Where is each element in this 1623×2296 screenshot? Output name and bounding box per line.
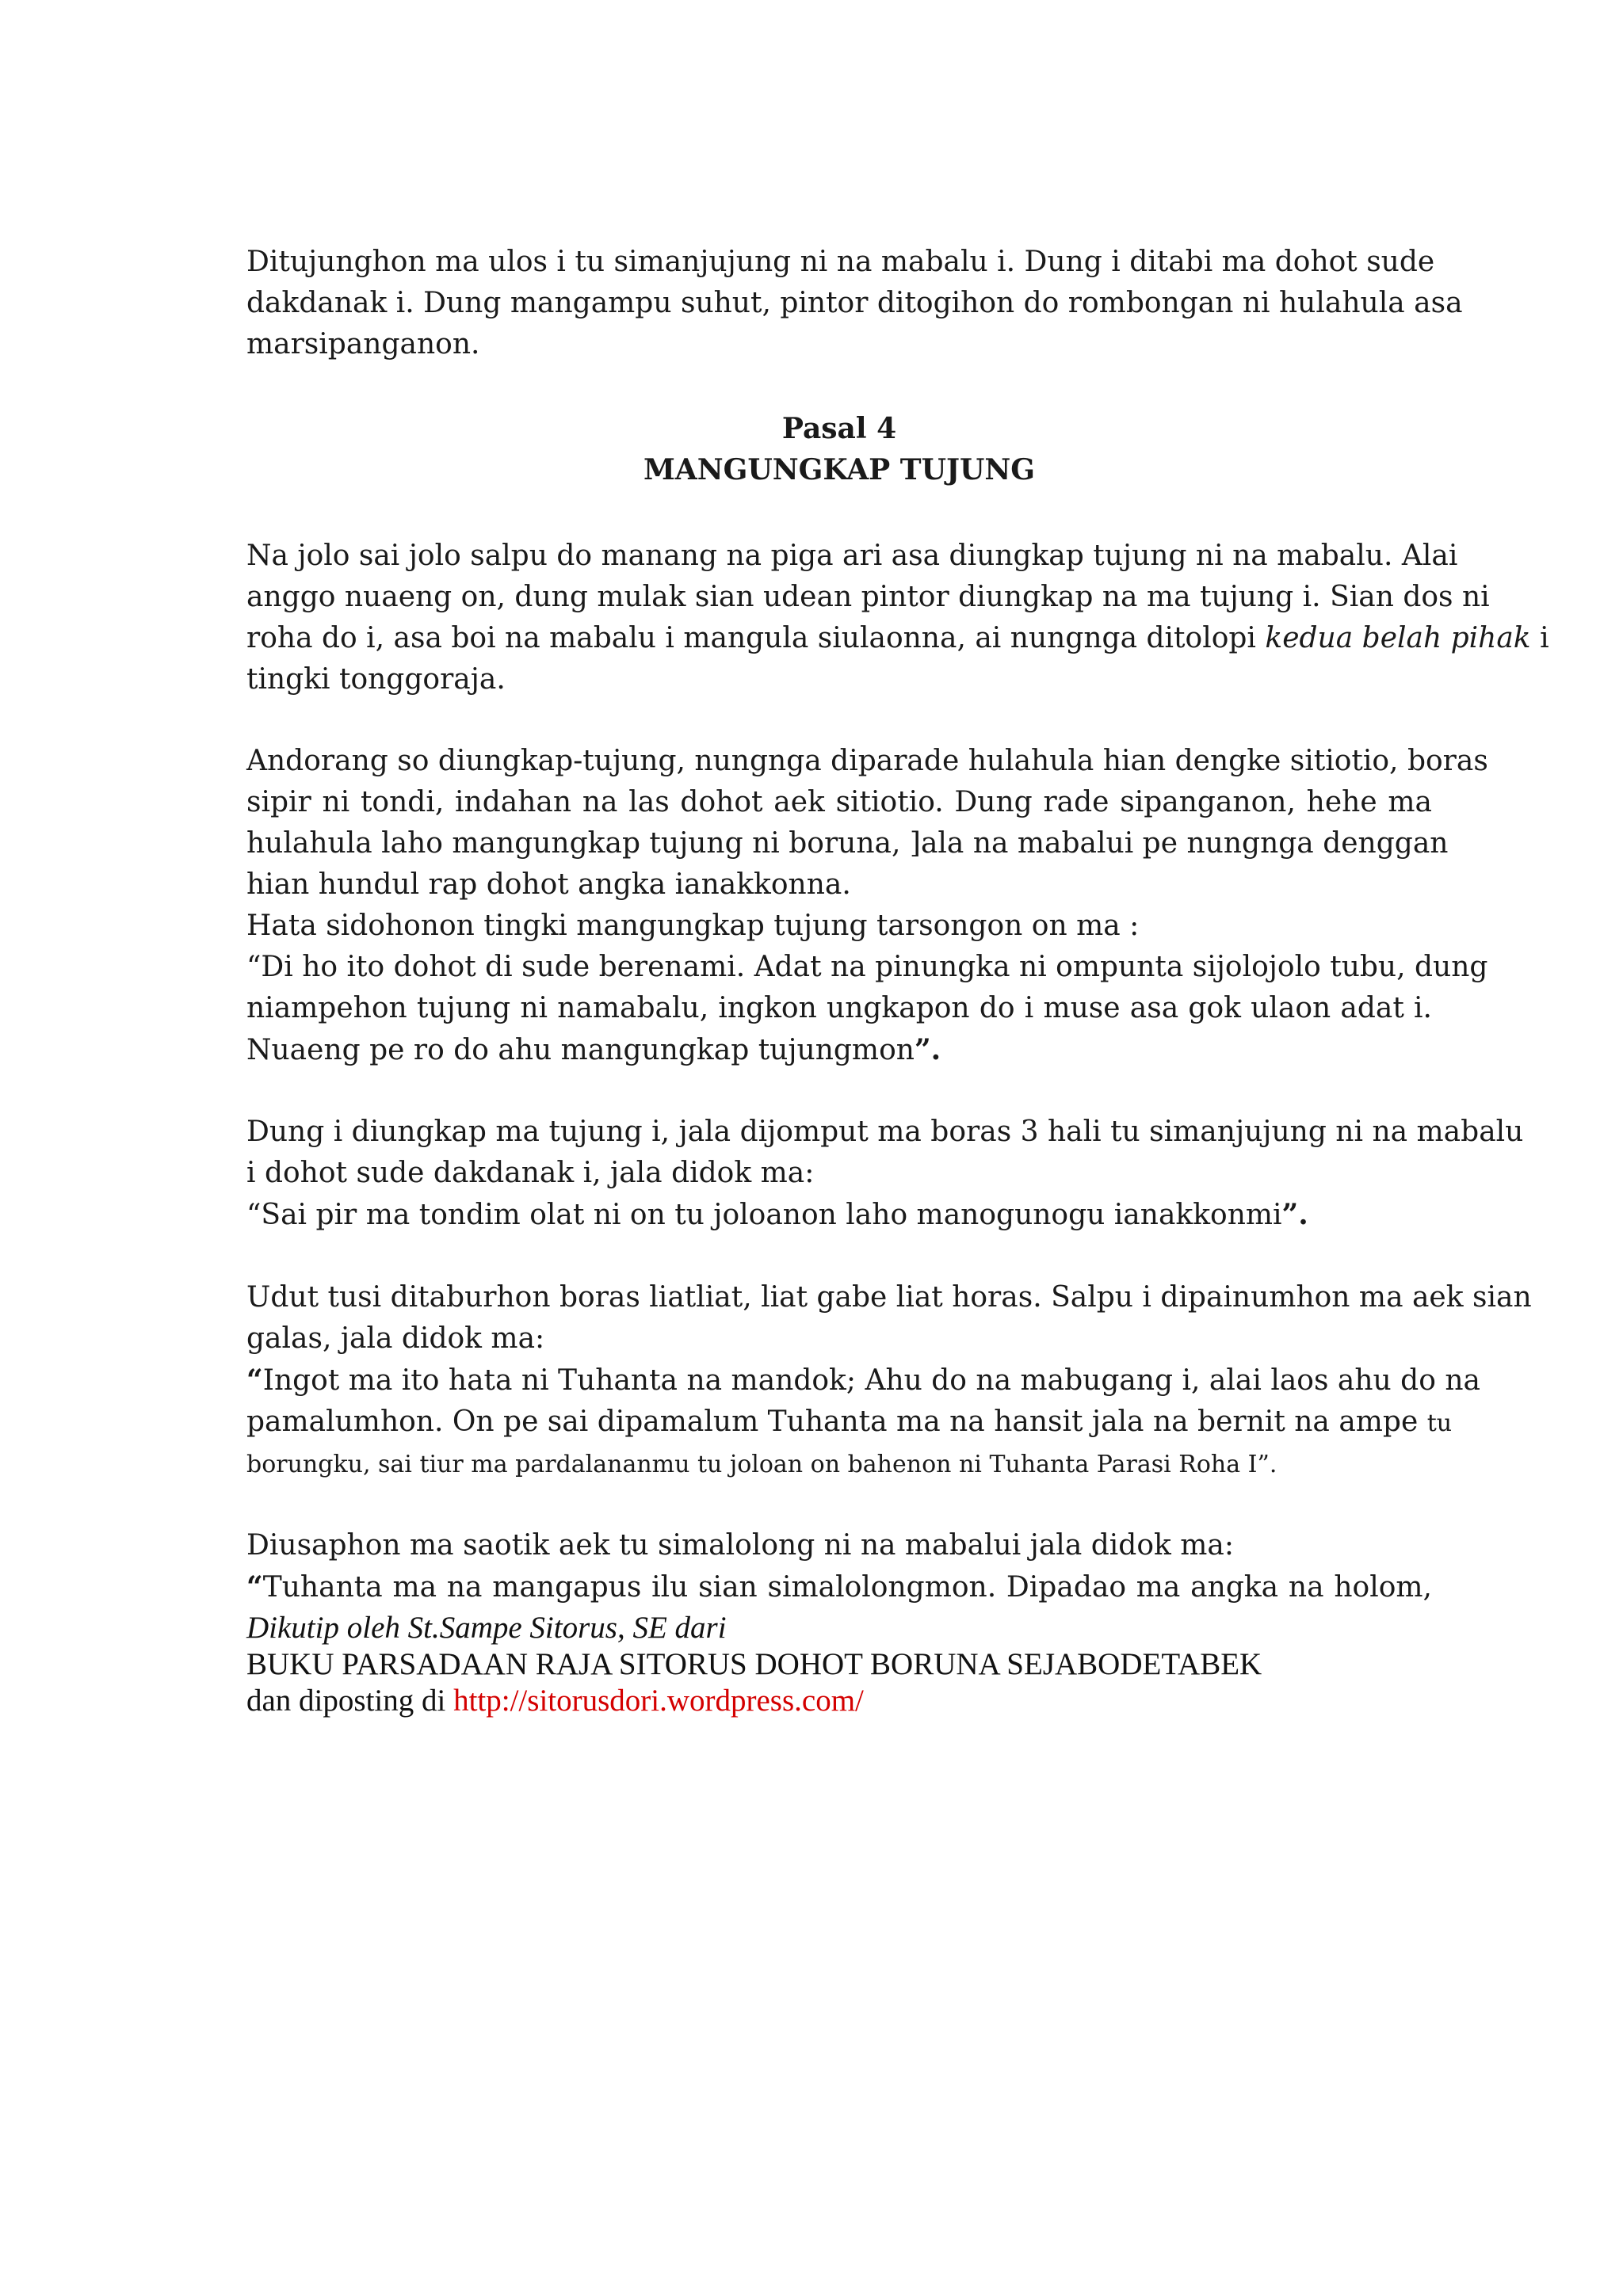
- source-footer: [246, 1610, 1432, 1719]
- section-number: Pasal 4: [781, 412, 897, 445]
- paragraph-1: [246, 242, 1463, 365]
- text-line: Ditujunghon ma ulos i tu simanjujung ni na mabalu i. Dung i ditabi ma dohot sude: [246, 246, 1435, 278]
- opening-quote: “: [246, 1570, 263, 1604]
- text-line: [246, 618, 1549, 659]
- text-run: i: [1530, 622, 1549, 654]
- text-line: Dung i diungkap ma tujung i, jala dijomput ma boras 3 hali tu simanjujung ni na mabalu: [246, 1116, 1524, 1148]
- text-line: [246, 1194, 1432, 1236]
- posted-prefix: dan diposting di: [246, 1684, 454, 1718]
- paragraph-2: [246, 536, 1549, 700]
- text-line: Andorang so diungkap-tujung, nungnga diparade hulahula hian dengke sitiotio, boras: [246, 745, 1488, 777]
- source-link[interactable]: http://sitorusdori.wordpress.com/: [453, 1684, 864, 1718]
- section-title: MANGUNGKAP TUJUNG: [643, 453, 1036, 486]
- text-run: “Sai pir ma tondim olat ni on tu joloanon laho manogunogu ianakkonmi: [246, 1199, 1282, 1231]
- closing-quote: ”.: [914, 1033, 941, 1066]
- text-line: Udut tusi ditaburhon boras liatliat, liat gabe liat horas. Salpu i dipainumhon ma aek sian: [246, 1281, 1532, 1314]
- text-line: dakdanak i. Dung mangampu suhut, pintor ditogihon do rombongan ni hulahula asa: [246, 287, 1463, 319]
- posted-line: [246, 1683, 1432, 1719]
- text-line: sipir ni tondi, indahan na las dohot aek sitiotio. Dung rade sipanganon, hehe ma: [246, 786, 1432, 818]
- credit-line: Dikutip oleh St.Sampe Sitorus, SE dari: [246, 1611, 727, 1645]
- text-line: Diusaphon ma saotik aek tu simalolong ni na mabalui jala didok ma:: [246, 1529, 1234, 1562]
- text-line: i dohot sude dakdanak i, jala didok ma:: [246, 1157, 815, 1189]
- text-run-small: tu: [1426, 1409, 1453, 1437]
- text-run: Ingot ma ito hata ni Tuhanta na mandok; Ahu do na mabugang i, alai laos ahu do na: [262, 1364, 1480, 1397]
- text-line: [246, 1029, 1432, 1071]
- text-run: roha do i, asa boi na mabalu i mangula siulaonna, ai nungnga ditolopi: [246, 622, 1266, 654]
- text-line: [246, 1566, 1432, 1608]
- paragraph-4: [246, 1112, 1524, 1236]
- text-line: anggo nuaeng on, dung mulak sian udean pintor diungkap na ma tujung i. Sian dos ni: [246, 581, 1490, 613]
- text-line: “Di ho ito dohot di sude berenami. Adat na pinungka ni ompunta sijolojolo tubu, dung: [246, 951, 1488, 983]
- text-line: hulahula laho mangungkap tujung ni boruna, ]ala na mabalui pe nungnga denggan: [246, 827, 1449, 860]
- text-line: [246, 1360, 1480, 1402]
- text-line: Na jolo sai jolo salpu do manang na piga ari asa diungkap tujung ni na mabalu. Alai: [246, 540, 1458, 572]
- text-line: tingki tonggoraja.: [246, 663, 506, 696]
- text-line: galas, jala didok ma:: [246, 1322, 545, 1355]
- text-line: niampehon tujung ni namabalu, ingkon ungkapon do i muse asa gok ulaon adat i.: [246, 992, 1432, 1024]
- text-run: Tuhanta ma na mangapus ilu sian simalolongmon. Dipadao ma angka na holom,: [262, 1571, 1432, 1604]
- book-title: BUKU PARSADAAN RAJA SITORUS DOHOT BORUNA SEJABODETABEK: [246, 1647, 1262, 1681]
- text-line: marsipanganon.: [246, 328, 480, 360]
- opening-quote: “: [246, 1363, 263, 1397]
- text-line: Hata sidohonon tingki mangungkap tujung tarsongon on ma :: [246, 910, 1140, 942]
- text-line: hian hundul rap dohot angka ianakkonna.: [246, 868, 851, 901]
- text-line: [246, 1402, 1453, 1444]
- paragraph-6: [246, 1525, 1432, 1608]
- text-line-small: borungku, sai tiur ma pardalananmu tu joloan on bahenon ni Tuhanta Parasi Roha I”.: [246, 1451, 1277, 1478]
- text-run: Nuaeng pe ro do ahu mangungkap tujungmon: [246, 1034, 915, 1066]
- paragraph-5: [246, 1277, 1532, 1486]
- paragraph-3: [246, 741, 1488, 1071]
- text-run: pamalumhon. On pe sai dipamalum Tuhanta ma na hansit jala na bernit na ampe: [246, 1405, 1427, 1438]
- italic-phrase: kedua belah pihak: [1265, 622, 1531, 654]
- closing-quote: ”.: [1281, 1198, 1308, 1231]
